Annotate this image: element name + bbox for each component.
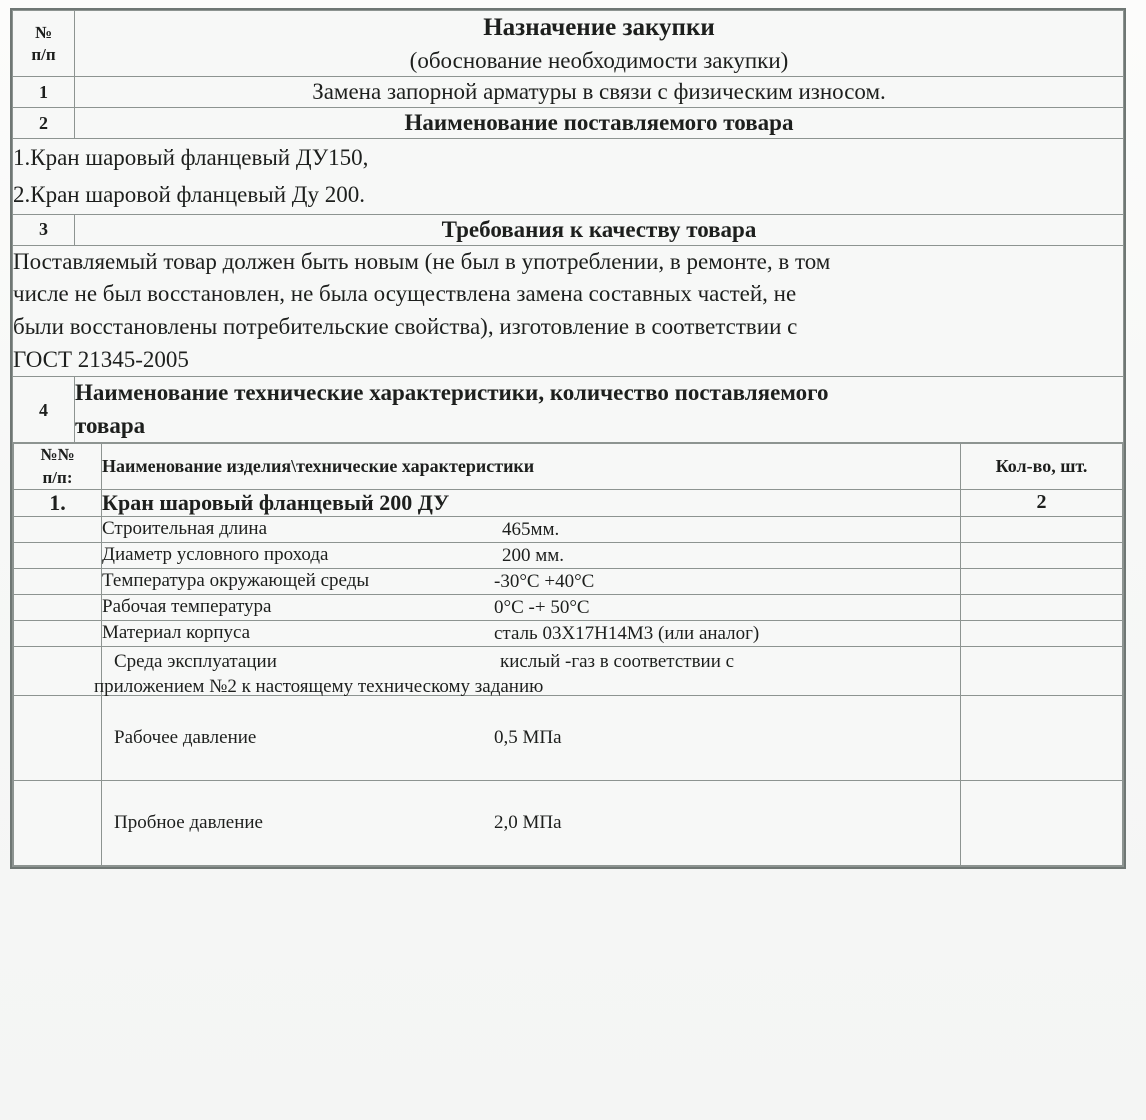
section-4-row bbox=[13, 377, 1124, 443]
spec-item-index: 1. bbox=[14, 489, 102, 516]
page-title: Назначение закупки bbox=[483, 14, 715, 41]
header-number-column bbox=[13, 11, 75, 77]
row-text-1: Замена запорной арматуры в связи с физическим износом. bbox=[75, 77, 1124, 108]
spec-detail-row bbox=[14, 542, 1123, 568]
spec-pressure-row bbox=[14, 780, 1123, 865]
spec-media-label: Среда эксплуатации bbox=[114, 650, 277, 672]
table-row bbox=[13, 214, 1124, 245]
row-number-3: 3 bbox=[13, 214, 75, 245]
spec-media-body bbox=[94, 646, 961, 697]
spec-media-index bbox=[14, 646, 102, 695]
quality-line-3: были восстановлены потребительские свойства), изготовление в соответствии с bbox=[13, 313, 798, 339]
quality-line-2: числе не был восстановлен, не была осуществлена замена составных частей, не bbox=[13, 281, 797, 307]
spec-pressure-value: 0,5 МПа bbox=[494, 726, 562, 748]
section-4-line-1: Наименование технические характеристики, количество поставляемого bbox=[75, 380, 829, 406]
table-row bbox=[13, 77, 1124, 108]
goods-list-row bbox=[13, 139, 1124, 215]
spec-pressure-qty bbox=[961, 695, 1123, 780]
spec-label: Температура окружающей среды bbox=[102, 569, 370, 591]
spec-detail-body bbox=[102, 568, 961, 594]
spec-detail-row bbox=[14, 568, 1123, 594]
spec-header-qty: Кол-во, шт. bbox=[961, 444, 1123, 489]
spec-value: -30°C +40°C bbox=[494, 570, 595, 592]
spec-detail-row bbox=[14, 594, 1123, 620]
spec-table-row bbox=[13, 443, 1124, 866]
spec-detail-qty bbox=[961, 516, 1123, 542]
goods-list-item: 1.Кран шаровый фланцевый ДУ150, bbox=[13, 145, 369, 171]
quality-line-1: Поставляемый товар должен быть новым (не был в употреблении, в ремонте, в том bbox=[13, 248, 831, 274]
spec-pressure-index bbox=[14, 695, 102, 780]
spec-label: Диаметр условного прохода bbox=[102, 543, 329, 565]
page-subtitle: (обоснование необходимости закупки) bbox=[409, 48, 789, 73]
spec-detail-row bbox=[14, 516, 1123, 542]
specification-table bbox=[13, 443, 1123, 865]
spec-item-qty: 2 bbox=[961, 489, 1123, 516]
spec-value: 200 мм. bbox=[502, 544, 565, 566]
spec-item-row bbox=[14, 489, 1123, 516]
row-number-2: 2 bbox=[13, 108, 75, 139]
goods-list-cell bbox=[13, 139, 1124, 215]
goods-list-item: 2.Кран шаровой фланцевый Ду 200. bbox=[13, 182, 365, 208]
section-4-line-2: товара bbox=[75, 412, 146, 438]
spec-detail-qty bbox=[961, 594, 1123, 620]
table-header-row bbox=[13, 11, 1124, 77]
quality-line-4: ГОСТ 21345-2005 bbox=[13, 346, 189, 372]
spec-header-number bbox=[14, 444, 102, 489]
header-num-label-line2: п/п bbox=[31, 44, 56, 64]
spec-detail-body bbox=[102, 620, 961, 646]
spec-media-qty bbox=[961, 646, 1123, 695]
spec-detail-index bbox=[14, 516, 102, 542]
spec-label: Строительная длина bbox=[102, 517, 268, 539]
spec-detail-qty bbox=[961, 620, 1123, 646]
spec-detail-index bbox=[14, 568, 102, 594]
spec-detail-body bbox=[102, 542, 961, 568]
table-row bbox=[13, 108, 1124, 139]
row-text-3: Требования к качеству товара bbox=[75, 214, 1124, 245]
quality-paragraph-cell bbox=[13, 245, 1124, 377]
spec-item-title: Кран шаровый фланцевый 200 ДУ bbox=[102, 489, 961, 516]
spec-detail-index bbox=[14, 594, 102, 620]
spec-detail-body bbox=[102, 594, 961, 620]
spec-pressure-value: 2,0 МПа bbox=[494, 811, 562, 833]
spec-pressure-qty bbox=[961, 780, 1123, 865]
spec-pressure-row bbox=[14, 695, 1123, 780]
row-number-1: 1 bbox=[13, 77, 75, 108]
row-number-4: 4 bbox=[13, 377, 75, 443]
spec-value: 0°C -+ 50°C bbox=[494, 596, 590, 618]
spec-detail-body bbox=[102, 516, 961, 542]
outer-table bbox=[12, 10, 1124, 867]
spec-header-num-line2: п/п: bbox=[42, 467, 73, 487]
spec-pressure-index bbox=[14, 780, 102, 865]
spec-pressure-label: Рабочее давление bbox=[114, 726, 257, 748]
spec-header-row bbox=[14, 444, 1123, 489]
spec-pressure-body bbox=[102, 695, 961, 780]
quality-paragraph-row bbox=[13, 245, 1124, 377]
procurement-table bbox=[10, 8, 1126, 869]
spec-label: Рабочая температура bbox=[102, 595, 272, 617]
spec-detail-row bbox=[14, 620, 1123, 646]
spec-detail-qty bbox=[961, 568, 1123, 594]
spec-detail-index bbox=[14, 620, 102, 646]
spec-table-cell bbox=[13, 443, 1124, 866]
spec-pressure-body bbox=[102, 780, 961, 865]
spec-media-value: кислый -газ в соответствии с bbox=[500, 650, 735, 672]
header-num-label-line1: № bbox=[34, 23, 53, 43]
header-title-cell bbox=[75, 11, 1124, 77]
spec-value: сталь 03Х17Н14М3 (или аналог) bbox=[494, 622, 760, 644]
spec-pressure-label: Пробное давление bbox=[114, 811, 263, 833]
section-4-title bbox=[75, 377, 1124, 443]
spec-detail-index bbox=[14, 542, 102, 568]
spec-detail-qty bbox=[961, 542, 1123, 568]
spec-media-continuation: приложением №2 к настоящему техническому заданию bbox=[94, 675, 544, 697]
spec-media-row bbox=[14, 646, 1123, 695]
spec-label: Материал корпуса bbox=[102, 621, 251, 643]
spec-header-num-line1: №№ bbox=[40, 445, 75, 465]
spec-header-name: Наименование изделия\технические характеристики bbox=[102, 444, 961, 489]
row-text-2: Наименование поставляемого товара bbox=[75, 108, 1124, 139]
spec-value: 465мм. bbox=[502, 518, 560, 540]
